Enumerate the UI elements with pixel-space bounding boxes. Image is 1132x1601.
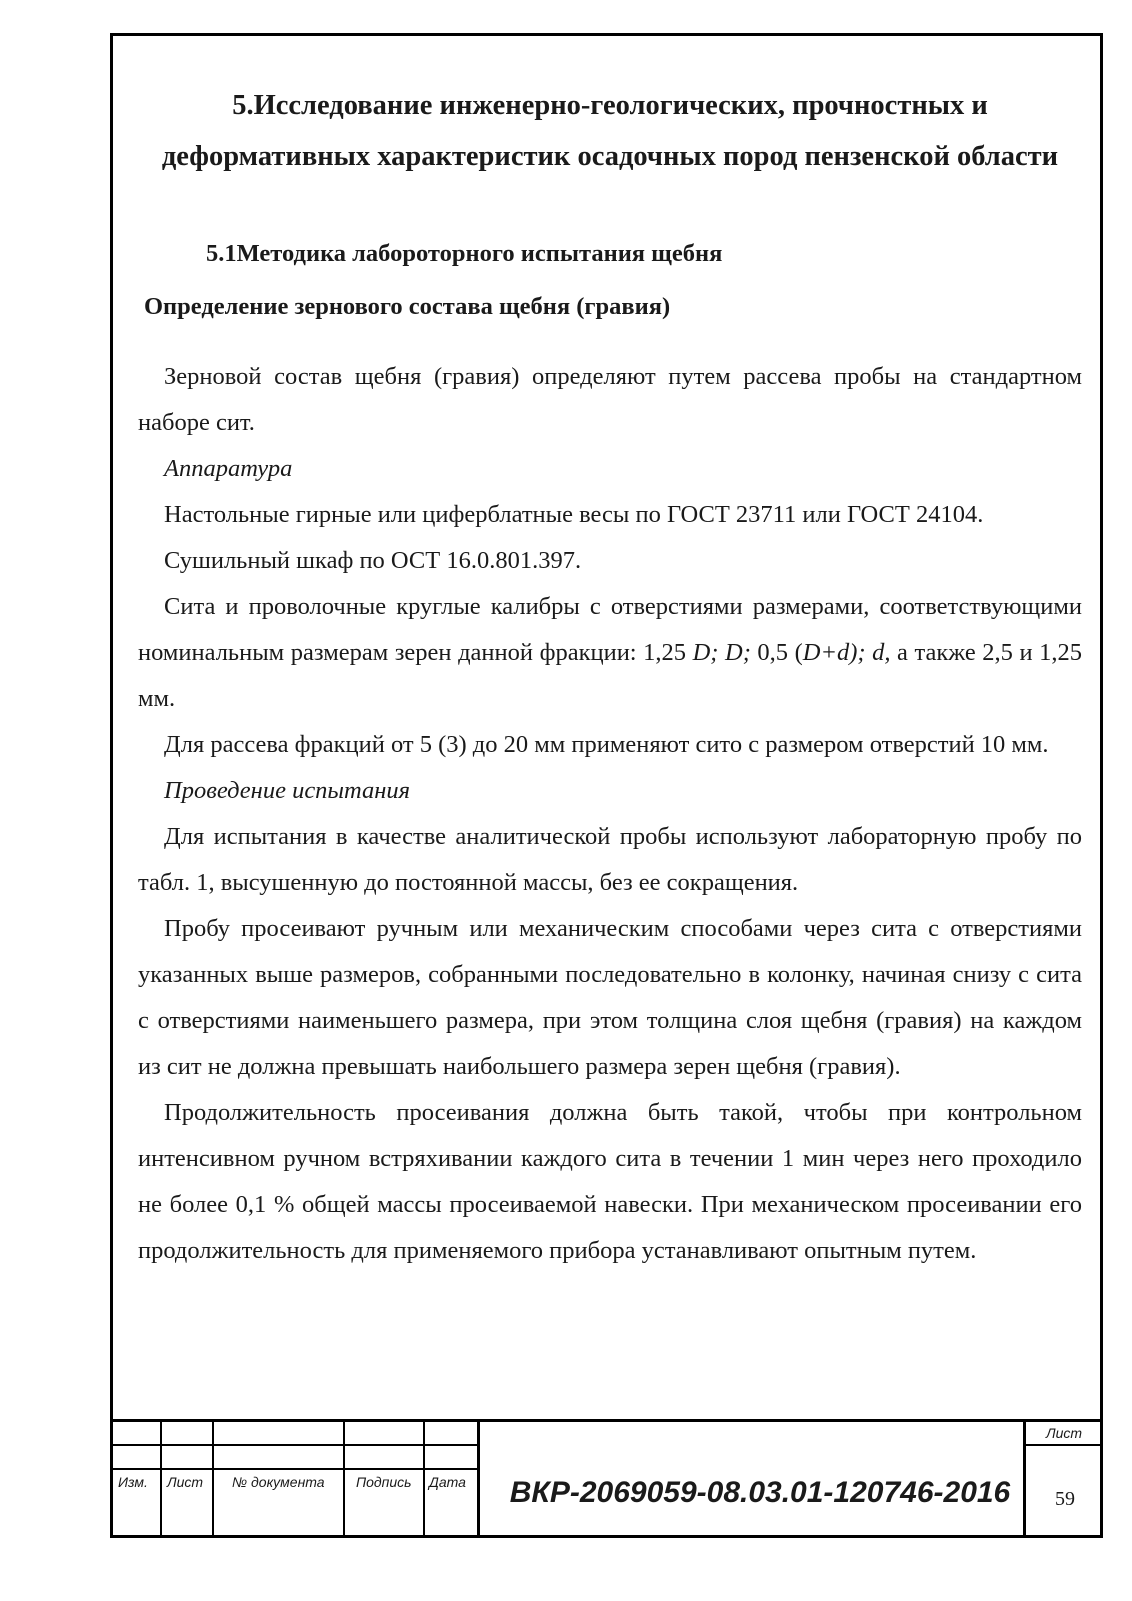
stamp-col-line xyxy=(160,1419,162,1538)
formula-run: D; D; xyxy=(692,639,751,666)
chapter-heading: 5.Исследование инженерно-геологических, прочностных и деформативных характеристик осадочных пород пензенской области xyxy=(161,90,1059,172)
stamp-label-signature: Подпись xyxy=(356,1474,412,1490)
stamp-label-izm: Изм. xyxy=(118,1474,148,1490)
sheet-label: Лист xyxy=(1046,1425,1083,1441)
stamp-col-line xyxy=(343,1419,345,1538)
document-body xyxy=(138,80,1082,1264)
stamp-label-document: № документа xyxy=(232,1474,325,1490)
paragraph: Зерновой состав щебня (гравия) определяют путем рассева пробы на стандартном наборе сит. xyxy=(138,363,1082,436)
text-run: Сита и проволочные круглые калибры с отверстиями размерами, соответствующими номинальным размерам зерен данной фракции: 1,25 xyxy=(138,593,1082,666)
paragraph xyxy=(138,584,1082,722)
paragraph: Сушильный шкаф по ОСТ 16.0.801.397. xyxy=(164,547,582,574)
section-title: Определение зернового состава щебня (гравия) xyxy=(144,293,671,320)
stamp-label-date: Дата xyxy=(429,1474,466,1490)
text-run: а также 2,5 и 1,25 мм. xyxy=(138,639,1082,712)
subsection-heading: 5.1Методика лабороторного испытания щебня xyxy=(206,240,723,267)
formula-run: D+d); d, xyxy=(802,639,891,666)
stamp-top-border xyxy=(110,1419,1103,1422)
document-code: ВКР-2069059-08.03.01-120746-2016 xyxy=(509,1476,1011,1509)
sheet-number: 59 xyxy=(1055,1488,1075,1510)
paragraph: Для рассева фракций от 5 (3) до 20 мм применяют сито с размером отверстий 10 мм. xyxy=(164,731,1049,758)
apparatus-title: Аппаратура xyxy=(164,455,293,482)
text-run: 0,5 ( xyxy=(750,639,803,666)
stamp-label-list: Лист xyxy=(167,1474,204,1490)
stamp-col-line xyxy=(212,1419,214,1538)
paragraph: Для испытания в качестве аналитической пробы используют лабораторную пробу по табл. 1, высушенную до постоянной массы, без ее сокращения. xyxy=(138,823,1082,896)
body-text xyxy=(138,354,1082,1274)
stamp-col-line xyxy=(423,1419,425,1538)
paragraph: Пробу просеивают ручным или механическим способами через сита с отверстиями указанных выше размеров, собранными последовательно в колонку, начиная снизу с сита с отверстиями наименьшего размера, при этом толщина слоя щебня (гравия) на каждом из сит не должна превышать наибольшего размера зерен щебня (гравия). xyxy=(138,915,1082,1080)
stamp-col-line xyxy=(477,1419,480,1538)
stamp-row-line xyxy=(1025,1444,1103,1446)
paragraph: Продолжительность просеивания должна быть такой, чтобы при контрольном интенсивном ручном встряхивании каждого сита в течении 1 мин через него проходило не более 0,1 % общей массы просеиваемой навески. При механическом просеивании его продолжительность для применяемого прибора устанавливают опытным путем. xyxy=(138,1099,1082,1264)
paragraph: Настольные гирные или циферблатные весы по ГОСТ 23711 или ГОСТ 24104. xyxy=(164,501,984,528)
procedure-title: Проведение испытания xyxy=(164,777,411,804)
